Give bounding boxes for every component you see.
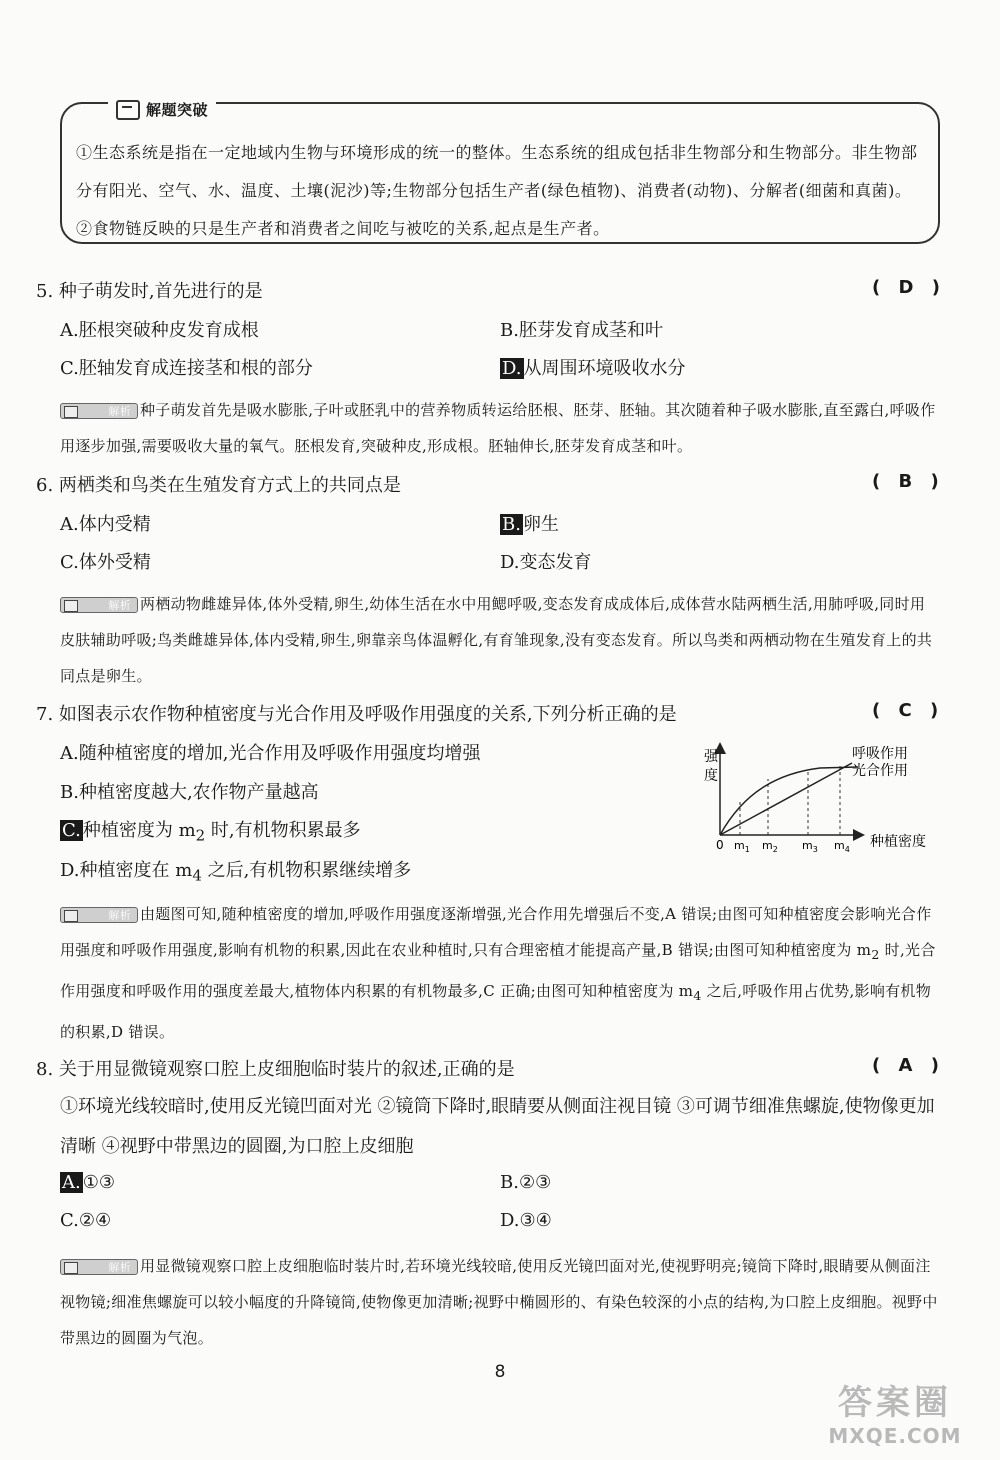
q6-answer: ( B ) bbox=[872, 471, 945, 492]
tick-label-m1: $m_1$ bbox=[734, 839, 750, 854]
q7-title: 7. 如图表示农作物种植密度与光合作用及呼吸作用强度的关系,下列分析正确的是 bbox=[36, 704, 677, 725]
q7-option-c: C. 种植密度为 $m_2$ 时,有机物积累最多 bbox=[62, 820, 361, 845]
q6-title: 6. 两栖类和鸟类在生殖发育方式上的共同点是 bbox=[36, 475, 401, 496]
density-intensity-chart bbox=[690, 735, 950, 860]
respiration-line bbox=[720, 763, 852, 835]
q8-title: 8. 关于用显微镜观察口腔上皮细胞临时装片的叙述,正确的是 bbox=[36, 1059, 515, 1080]
q5-title: 5. 种子萌发时,首先进行的是 bbox=[36, 281, 263, 302]
explanation-badge: 解析 bbox=[60, 403, 138, 419]
watermark-logo: 答案圈 MXQE.COM bbox=[828, 1383, 962, 1448]
tick-label-m2: $m_2$ bbox=[762, 839, 778, 854]
q7-option-a: A.随种植密度的增加,光合作用及呼吸作用强度均增强 bbox=[60, 743, 481, 764]
q8-explanation: 解析 用显微镜观察口腔上皮细胞临时装片时,若环境光线较暗,使用反光镜凹面对光,使视野明亮;镜筒下降时,眼睛要从侧面注视物镜;细准焦螺旋可以较小幅度的升降镜筒,使物像更加清晰;视野中椭圆形的、有染色较深的小点的结构,为口腔上皮细胞。视野中带黑边的圆圈为气泡。 bbox=[60, 1257, 938, 1347]
pencil-cup-icon bbox=[116, 100, 140, 120]
q7-option-d: D.种植密度在 $m_4$ 之后,有机物积累继续增多 bbox=[60, 860, 412, 885]
explanation-badge: 解析 bbox=[60, 907, 138, 923]
q8-answer: ( A ) bbox=[872, 1055, 945, 1076]
explanation-badge: 解析 bbox=[60, 1259, 138, 1275]
q7-answer: ( C ) bbox=[872, 700, 945, 721]
origin-label: 0 bbox=[716, 838, 724, 852]
y-axis-label-2: 度 bbox=[704, 768, 718, 784]
q5-option-a: A.胚根突破种皮发育成根 bbox=[60, 320, 259, 341]
x-axis-label: 种植密度 bbox=[870, 834, 926, 850]
tip-box bbox=[60, 102, 940, 244]
tip-header bbox=[108, 91, 216, 129]
q8-option-b: B.②③ bbox=[500, 1172, 552, 1193]
q8-option-a: A. ①③ bbox=[62, 1172, 116, 1193]
q6-explanation: 解析 两栖动物雌雄异体,体外受精,卵生,幼体生活在水中用鳃呼吸,变态发育成成体后,成体营水陆两栖生活,用肺呼吸,同时用皮肤辅助呼吸;鸟类雌雄异体,体内受精,卵生,卵靠亲鸟体温孵化,有育雏现象,没有变态发育。所以鸟类和两栖动物在生殖发育上的共同点是卵生。 bbox=[60, 595, 933, 685]
page-number: 8 bbox=[494, 1362, 506, 1382]
q8-stem: ①环境光线较暗时,使用反光镜凹面对光 ②镜筒下降时,眼睛要从侧面注视目镜 ③可调节细准焦螺旋,使物像更加清晰 ④视野中带黑边的圆圈,为口腔上皮细胞 bbox=[60, 1096, 935, 1157]
q5-answer: ( D ) bbox=[872, 277, 946, 298]
q7-option-b: B.种植密度越大,农作物产量越高 bbox=[60, 782, 319, 803]
q6-option-a: A.体内受精 bbox=[60, 514, 151, 535]
q6-option-d: D.变态发育 bbox=[500, 552, 592, 573]
photosynthesis-curve bbox=[720, 767, 858, 835]
q5-option-d: D. 从周围环境吸收水分 bbox=[502, 358, 686, 379]
tick-label-m3: $m_3$ bbox=[802, 839, 818, 854]
q6-option-c: C.体外受精 bbox=[60, 552, 151, 573]
y-axis-label-1: 强 bbox=[704, 749, 718, 765]
q7-explanation: 解析 由题图可知,随种植密度的增加,呼吸作用强度逐渐增强,光合作用先增强后不变,A 错误;由图可知种植密度会影响光合作用强度和呼吸作用强度,影响有机物的积累,因此在农业种植时,只有合理密植才能提高产量,B 错误;由图可知种植密度为 $m_2$ 时,光合作用强度和呼吸作用的强度差最大,植物体内积累的有机物最多,C 正确;由图可知种植密度为 $m_4$ 之后,呼吸作用占优势,影响有机物的积累,D 错误。 bbox=[60, 905, 936, 1041]
series-label-respiration: 呼吸作用 bbox=[852, 746, 908, 762]
explanation-badge: 解析 bbox=[60, 597, 138, 613]
q5-option-c: C.胚轴发育成连接茎和根的部分 bbox=[60, 358, 313, 379]
tip-text: ①生态系统是指在一定地域内生物与环境形成的统一的整体。生态系统的组成包括非生物部分和生物部分。非生物部分有阳光、空气、水、温度、土壤(泥沙)等;生物部分包括生产者(绿色植物)、消费者(动物)、分解者(细菌和真菌)。②食物链反映的只是生产者和消费者之间吃与被吃的关系,起点是生产者。 bbox=[76, 143, 918, 238]
tip-title: 解题突破 bbox=[146, 101, 209, 119]
series-label-photosynthesis: 光合作用 bbox=[852, 763, 908, 779]
q5-option-b: B.胚芽发育成茎和叶 bbox=[500, 320, 663, 341]
tick-label-m4: $m_4$ bbox=[834, 839, 850, 854]
q5-explanation: 解析 种子萌发首先是吸水膨胀,子叶或胚乳中的营养物质转运给胚根、胚芽、胚轴。其次随着种子吸水膨胀,直至露白,呼吸作用逐步加强,需要吸收大量的氧气。胚根发育,突破种皮,形成根。胚轴伸长,胚芽发育成茎和叶。 bbox=[60, 401, 936, 455]
q6-option-b: B. 卵生 bbox=[502, 514, 559, 535]
q8-option-d: D.③④ bbox=[500, 1210, 552, 1231]
q8-option-c: C.②④ bbox=[60, 1210, 112, 1231]
